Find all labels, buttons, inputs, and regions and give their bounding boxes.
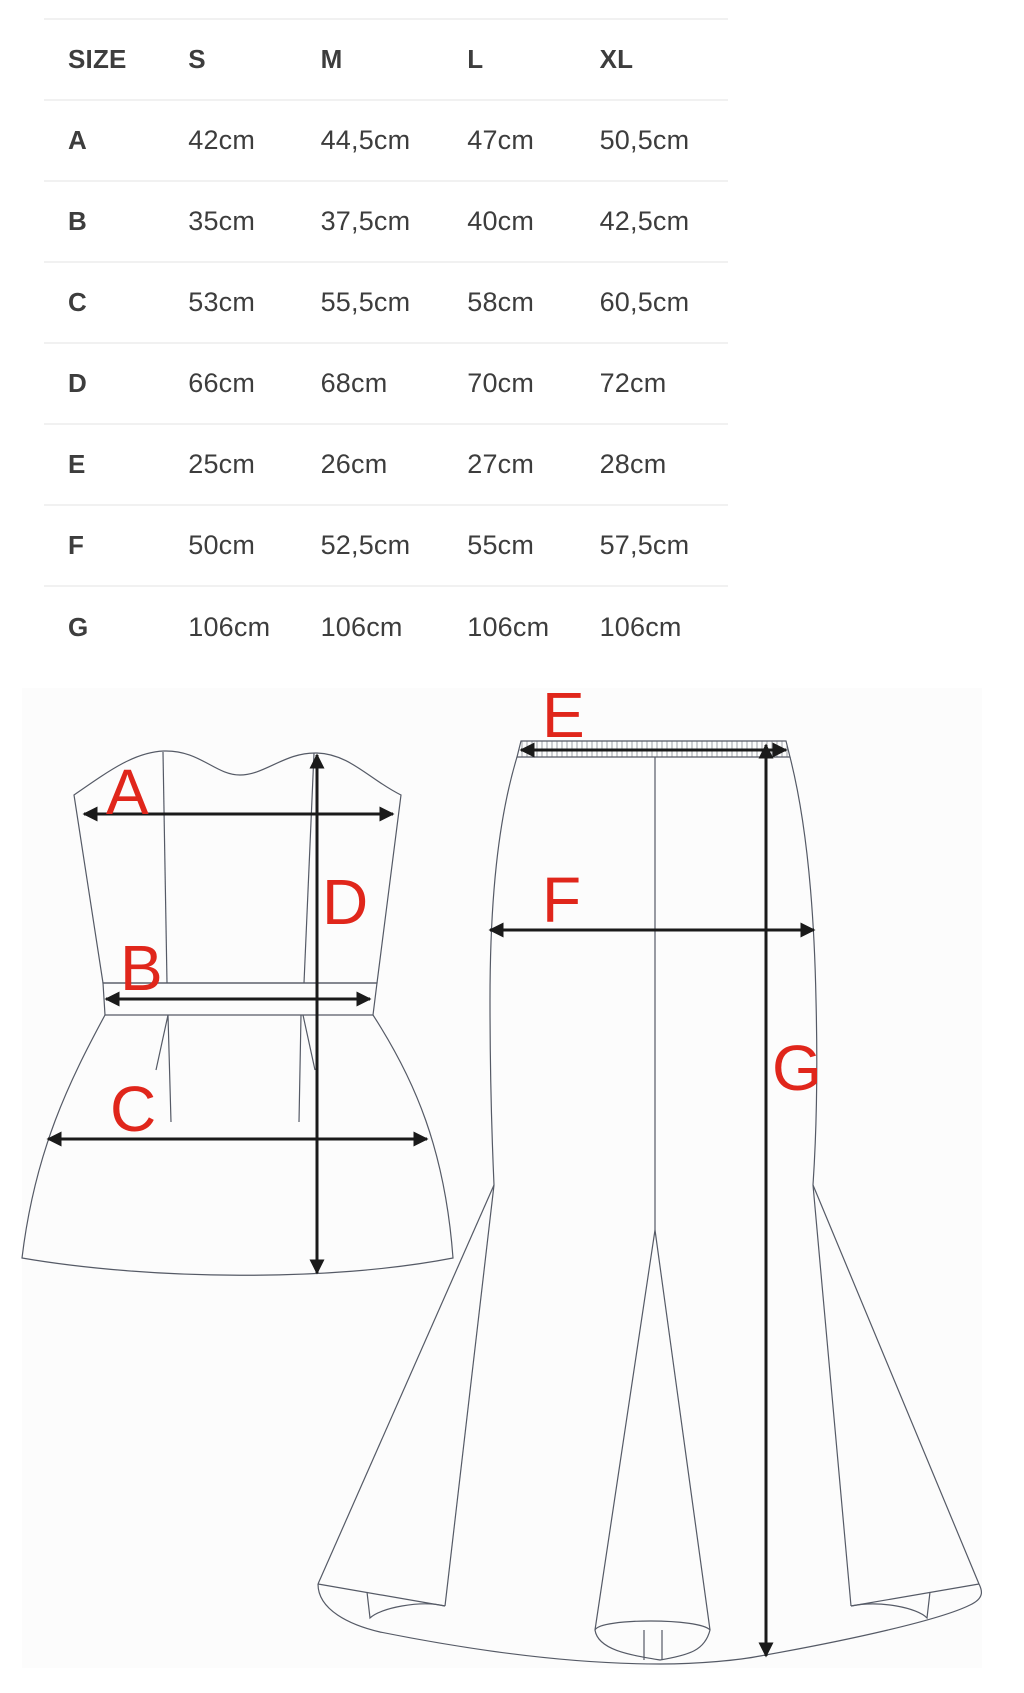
cell-c-s: 53cm [188, 287, 256, 317]
cell-b-xl: 42,5cm [599, 206, 690, 236]
skirt-side-right [790, 757, 817, 1185]
peplum-outline [22, 1015, 453, 1275]
cell-a-s: 42cm [188, 125, 256, 155]
cell-a-xl: 50,5cm [599, 125, 690, 155]
label-d: D [322, 866, 369, 938]
cell-f-xl: 57,5cm [599, 530, 690, 560]
cell-g-m: 106cm [320, 611, 403, 640]
cell-g-l: 106cm [467, 611, 550, 640]
row-label-f: F [68, 530, 85, 560]
cell-f-l: 55cm [467, 530, 535, 560]
cell-d-xl: 72cm [599, 368, 667, 398]
label-g: G [772, 1032, 822, 1104]
label-a: A [106, 756, 149, 828]
label-b: B [120, 932, 163, 1004]
cell-c-l: 58cm [467, 287, 535, 317]
cell-a-m: 44,5cm [320, 125, 411, 155]
cell-e-s: 25cm [188, 449, 256, 479]
label-c: C [110, 1073, 157, 1145]
row-label-b: B [68, 206, 87, 236]
row-label-d: D [68, 368, 87, 398]
cell-e-xl: 28cm [599, 449, 667, 479]
cell-e-m: 26cm [320, 449, 388, 479]
skirt-side-left [490, 757, 517, 1185]
row-label-g: G [68, 611, 89, 640]
header-s: S [188, 44, 206, 74]
label-f: F [542, 864, 582, 936]
cell-b-l: 40cm [467, 206, 535, 236]
skirt-hem [318, 1584, 981, 1664]
cell-c-xl: 60,5cm [599, 287, 690, 317]
cell-b-s: 35cm [188, 206, 256, 236]
cell-b-m: 37,5cm [320, 206, 411, 236]
skirt-measurement-arrows [490, 745, 814, 1656]
cell-e-l: 27cm [467, 449, 535, 479]
row-label-a: A [68, 125, 87, 155]
label-e: E [542, 679, 585, 751]
cell-a-l: 47cm [467, 125, 535, 155]
peplum-top-illustration [22, 751, 453, 1275]
row-label-e: E [68, 449, 86, 479]
header-size: SIZE [68, 44, 127, 74]
header-m: M [320, 44, 343, 74]
cell-d-s: 66cm [188, 368, 256, 398]
header-l: L [467, 44, 484, 74]
mermaid-skirt-illustration [318, 741, 981, 1664]
cell-c-m: 55,5cm [320, 287, 411, 317]
cell-d-l: 70cm [467, 368, 535, 398]
row-label-c: C [68, 287, 87, 317]
cell-g-xl: 106cm [599, 611, 682, 640]
cell-f-s: 50cm [188, 530, 256, 560]
cell-g-s: 106cm [188, 611, 271, 640]
header-xl: XL [599, 44, 634, 74]
cell-d-m: 68cm [320, 368, 388, 398]
cell-f-m: 52,5cm [320, 530, 411, 560]
